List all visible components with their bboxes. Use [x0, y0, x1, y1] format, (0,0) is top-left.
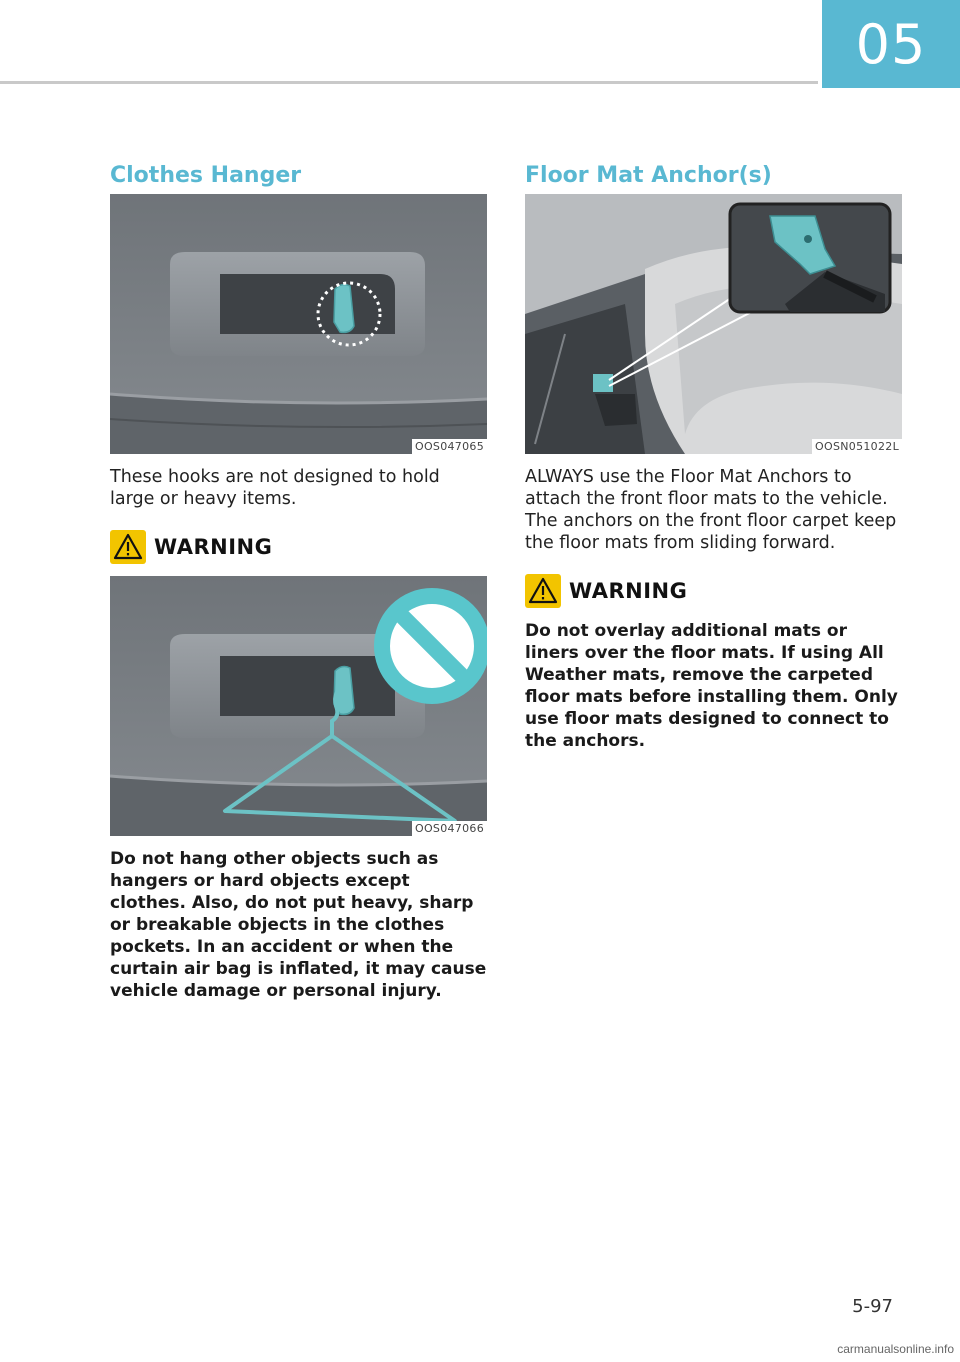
- warning-heading: [525, 574, 903, 608]
- left-column: [110, 158, 488, 1002]
- warning-label: WARNING: [569, 579, 688, 603]
- right-column: [525, 158, 903, 752]
- warning-icon: [525, 574, 561, 608]
- section-title-clothes-hanger: Clothes Hanger: [110, 163, 302, 188]
- floor-mat-warning-text: Do not overlay additional mats or liners over the floor mats. If using All Weather mats, remove the carpeted floor mats before installing them. Only use floor mats designed to connect to the anchors.: [525, 621, 898, 751]
- watermark: carmanualsonline.info: [837, 1342, 954, 1356]
- section-title-floor-mat-anchors: Floor Mat Anchor(s): [525, 163, 772, 188]
- figure-code: OOS047066: [412, 821, 487, 836]
- figure-floor-mat-anchor: [525, 194, 902, 454]
- figure-hanger-prohibited: [110, 576, 487, 836]
- hanger-prohibited-illustration: [110, 576, 487, 836]
- clothes-hanger-warning-text: Do not hang other objects such as hangers or hard objects except clothes. Also, do not put heavy, sharp or breakable objects in the clothes pockets. In an accident or when the curtain air bag is inflated, it may cause vehicle damage or personal injury.: [110, 849, 487, 1001]
- hanger-hook-illustration: [110, 194, 487, 454]
- header-rule: [0, 81, 818, 84]
- chapter-number: 05: [855, 12, 927, 76]
- page-number: 5-97: [852, 1296, 893, 1317]
- figure-code: OOSN051022L: [812, 439, 902, 454]
- figure-clothes-hanger: [110, 194, 487, 454]
- figure-code: OOS047065: [412, 439, 487, 454]
- clothes-hanger-description: These hooks are not designed to hold large or heavy items.: [110, 467, 440, 509]
- warning-icon: [110, 530, 146, 564]
- chapter-tab: [822, 0, 960, 88]
- warning-label: WARNING: [154, 535, 273, 559]
- floor-mat-description: ALWAYS use the Floor Mat Anchors to attach the front floor mats to the vehicle. The anchors on the front floor carpet keep the floor mats from sliding forward.: [525, 467, 897, 553]
- floor-mat-anchor-illustration: [525, 194, 902, 454]
- warning-heading: [110, 530, 488, 564]
